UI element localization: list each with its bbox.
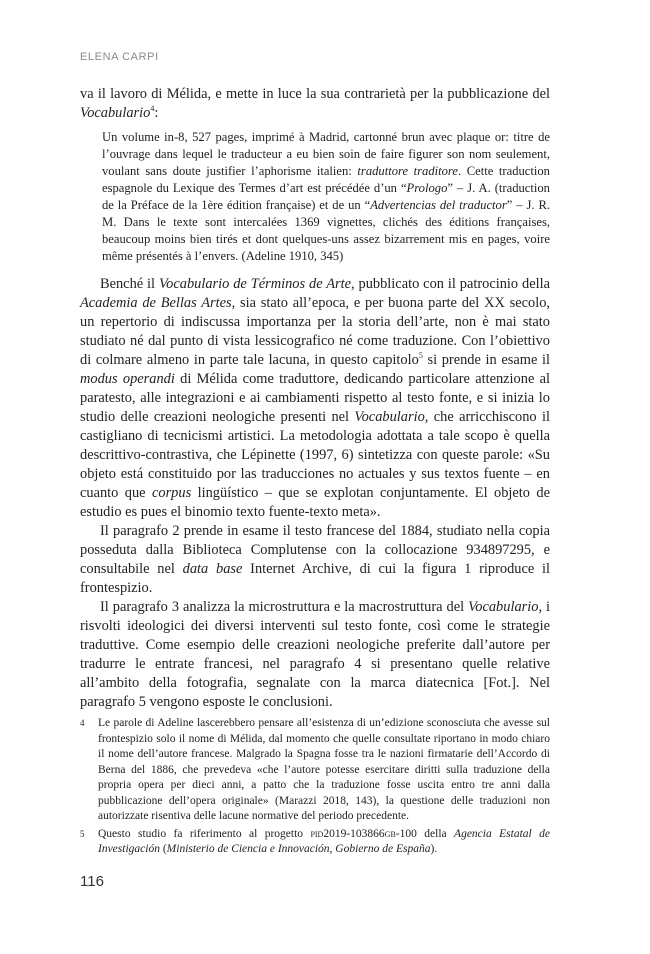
italic-run: Academia de Bellas Artes xyxy=(80,295,232,311)
text-run: ” – J. A. (traduction de la Préface de la 1ère édition française) et de un “ xyxy=(102,181,550,212)
text-run: lingüístico – que se explotan conjuntamente. El objeto de estudio es pues el binomio texto fuente-texto meta». xyxy=(80,485,550,520)
small-caps-run: gb xyxy=(384,827,396,840)
paragraph-1 xyxy=(80,275,550,522)
paragraph-2 xyxy=(80,522,550,598)
italic-run: Vocabulario xyxy=(468,599,539,615)
footnote-4 xyxy=(80,716,550,825)
italic-run: modus operandi xyxy=(80,371,175,387)
footnote-ref-5[interactable]: 5 xyxy=(418,351,423,361)
running-head: ELENA CARPI xyxy=(80,51,159,63)
paragraph-3 xyxy=(80,598,550,712)
text-run: : xyxy=(154,105,159,121)
text-run: . Cette traduction espagnole du Lexique des Termes d’art est précédée d’un “ xyxy=(102,164,550,195)
italic-run: corpus xyxy=(152,485,192,501)
text-run: , i risvolti ideologici dei diversi interventi sul testo fonte, così come le strategie traduttive. Come esempio delle creazioni neologiche preferite dall’autore per tradurre le entrate francesi, nel paragrafo 4 si presentano quelle relative all’ambito della fotografia, segnalate con la marca diatecnica [Fot.]. Nel paragrafo 5 vengono esposte le conclusioni. xyxy=(80,599,550,710)
text-run: , pubblicato con il patrocinio della xyxy=(351,276,550,292)
footnotes xyxy=(80,716,550,860)
footnote-5 xyxy=(80,827,550,858)
italic-run: Vocabulario xyxy=(354,409,425,425)
block-quote xyxy=(102,129,550,265)
footnote-text: Le parole di Adeline lascerebbero pensare all’esistenza di un’edizione sconosciuta che avesse sul frontespizio solo il nome di Mélida, dal momento che quelle consultate riportano in modo chiaro il nome dell’autore francese. Malgrado la Spagna fosse tra le nazioni firmatarie dell’Accordo di Berna del 1886, che prevedeva «che l’autore potesse esercitare diritti sulla traduzione della propria opera per dieci anni, a patto che la traduzione fosse uscita entro tre anni dalla pubblicazione dell’opera originale» (Marazzi 2018, 143), la questione delle traduzioni non autorizzate risentiva delle lacune normative del periodo precedente. xyxy=(98,717,550,822)
text-run: Il paragrafo 2 prende in esame il testo francese del 1884, studiato nella copia posseduta dalla Biblioteca Complutense con la collocazione 934897295, e consultabile nel xyxy=(80,523,550,577)
text-run: Un volume in-8, 527 pages, imprimé à Madrid, cartonné brun avec plaque or: titre de l’ouvrage dans lequel le traducteur a eu bien soin de faire figurer son nom seulement, voulant sans doute justifier l’aphorisme italien: xyxy=(102,130,550,178)
text-run: ). xyxy=(430,843,438,855)
text-run: Internet Archive, di cui la figura 1 riproduce il frontespizio. xyxy=(80,561,551,596)
italic-run: Prologo xyxy=(406,181,448,195)
italic-run: Agencia Estatal de Investigación xyxy=(98,827,550,855)
text-run: -100 della xyxy=(395,827,455,840)
text-run: va il lavoro di Mélida, e mette in luce la sua contrarietà per la pubblicazione del xyxy=(80,86,550,102)
italic-run: data base xyxy=(182,561,243,577)
italic-run: traduttore traditore xyxy=(357,164,458,178)
text-run: , sia stato all’epoca, e per buona parte del XX secolo, un repertorio di indiscussa importanza per la storia dell’arte, non è mai stato studiato né dal punto di vista lessicografico né come traduzione. Con l’obiettivo di colmare almeno in parte tale lacuna, in questo capitolo xyxy=(80,295,550,368)
paragraph-intro xyxy=(80,85,550,123)
text-run: ” – J. R. M. Dans le texte sont intercalées 1369 vignettes, clichés des éditions françaises, beaucoup moins bien tirés et dont quelques-uns assez bizarrement mis en pages, voire même présentés à l’envers. (Adeline 1910, 345) xyxy=(102,198,550,263)
text-run: 2019-103866 xyxy=(323,827,385,840)
text-run: , che arricchiscono il castigliano di tecnicismi artistici. La metodologia adottata a tale scopo è quella descrittivo-contrastiva, che Lépinette (1997, 6) sintetizza con queste parole: «Su objeto está constituido por las traducciones no actuales y sus textos fuente – en cuanto que xyxy=(80,409,550,501)
text-run: ( xyxy=(159,843,167,855)
text-run: Benché il xyxy=(100,276,159,292)
main-text xyxy=(80,85,550,712)
footnote-ref-4[interactable]: 4 xyxy=(150,104,155,114)
text-run: di Mélida come traduttore, dedicando particolare attenzione al paratesto, alle integrazioni e ai cambiamenti rispetto al testo fonte, e si inizia lo studio delle creazioni neologiche presenti nel xyxy=(80,371,551,425)
text-run: si prende in esame il xyxy=(422,352,550,368)
text-run: Il paragrafo 3 analizza la microstruttura e la macrostruttura del xyxy=(100,599,469,615)
italic-run: Ministerio de Ciencia e Innovación, Gobierno de España xyxy=(166,843,431,855)
page-number: 116 xyxy=(80,873,104,890)
footnote-number: 4 xyxy=(80,718,85,728)
text-run: Questo studio fa riferimento al progetto xyxy=(98,827,311,840)
footnote-text xyxy=(98,827,550,858)
italic-run: Vocabulario de Términos de Arte xyxy=(158,276,352,292)
italic-run: Advertencias del traductor xyxy=(370,198,507,212)
footnote-number: 5 xyxy=(80,828,85,839)
small-caps-run: pid xyxy=(310,827,324,840)
italic-run: Vocabulario xyxy=(80,105,151,121)
